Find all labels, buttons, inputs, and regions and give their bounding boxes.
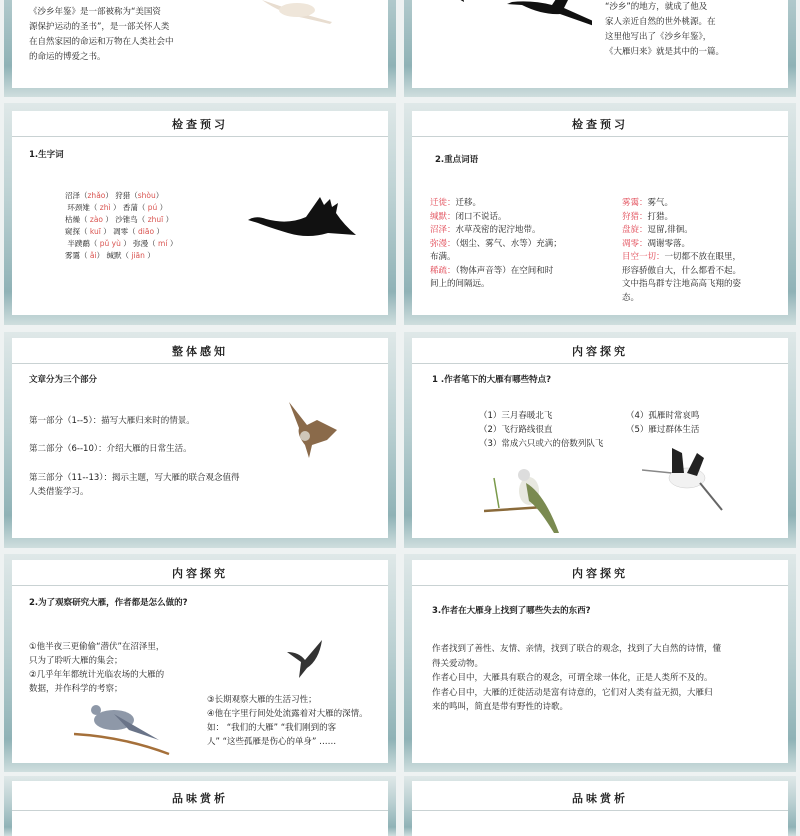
slide-body: [412, 0, 788, 88]
section-heading: 2.重点词语: [435, 155, 479, 165]
slide-body: [412, 111, 788, 315]
definitions-left: 迁徙：迁移。 缄默：闭口不说话。 沼泽：水草茂密的泥泞地带。 弥漫：（烟尘、雾气、水等）充满； 布满。 稀疏：（物体声音等）在空间和时 间上的间隔远。: [430, 198, 562, 289]
goose-silhouette-image: [248, 195, 358, 245]
bird-on-branch-image: [484, 463, 574, 533]
text-line: “沙乡”的地方，就成了他及: [605, 2, 708, 12]
text-line: 《大雁归来》就是其中的一篇。: [605, 47, 725, 57]
answer-text: 作者找到了善性、友情、亲情，找到了联合的观念，找到了大自然的诗情，懂 得关爱动物。 作者心目中，大雁具有联合的观念，可谓全球一体化，正是人类所不及的。 作者心目中，大雁的迁徙活动是富有诗意的，它们对人类有益无损，大雁归 来的鸣叫，简直是带有野性的诗歌。: [432, 644, 722, 712]
slide-body: [12, 560, 388, 763]
section-heading: 文章分为三个部分: [29, 375, 98, 385]
slide-body: [412, 338, 788, 538]
slide-thumbnail-1[interactable]: [4, 0, 396, 97]
slide-title: 内容探究: [412, 338, 788, 364]
slide-body: [412, 560, 788, 763]
slide-text: [29, 5, 174, 65]
crane-image: [642, 448, 727, 523]
definitions-right: 雾霭：雾气。 狩猎：打猎。 盘旋：逗留,徘徊。 凋零：凋谢零落。 目空一切：一切都不放在眼里， 形容骄傲自大，什么都看不起。 文中指鸟群专注地高高飞翔的姿 态。: [622, 198, 742, 303]
features-col-1: （1）三月春暖北飞 （2）飞行路线很直 （3）常成六只或六的倍数列队飞: [479, 411, 604, 449]
methods-left: ①他半夜三更偷偷“潜伏”在沼泽里， 只为了聆听大雁的集会； ②几乎年年都统计光临农场的大雁的 数据，并作科学的考察；: [29, 642, 165, 694]
slide-thumbnail-6[interactable]: [404, 332, 796, 548]
slide-thumbnail-8[interactable]: [404, 554, 796, 772]
text-line: 《沙乡年鉴》是一部被称为“美国资: [29, 7, 161, 17]
text-line: 家人亲近自然的世外桃源。在: [605, 17, 716, 27]
slide-thumbnail-3[interactable]: [4, 103, 396, 325]
crane-silhouette-image: [452, 0, 592, 30]
flying-bird-image: [287, 640, 327, 680]
slide-body: [12, 0, 388, 88]
part-1: 第一部分（1--5）：描写大雁归来时的情景。: [29, 416, 195, 426]
part-3: 第三部分（11--13）：揭示主题，写大雁的联合观念值得 人类借鉴学习。: [29, 473, 240, 497]
text-line: 源保护运动的圣书”，是一部关怀人类: [29, 22, 170, 32]
slide-text: [605, 0, 724, 60]
slide-thumbnail-4[interactable]: [404, 103, 796, 325]
slide-title: 整体感知: [12, 338, 388, 364]
slide-thumbnail-9[interactable]: [4, 776, 396, 836]
vocabulary-list: 沼泽（zhǎo） 狩猎（shòu） 环颈雉（ zhì ） 香蒲（ pú ） 枯燥（ zào ） 沙锥鸟（ zhuī ） 窥探（ kuī ） 凋零（ diāo ） 半蹼鹬（ pǔ yù ） 弥漫（ mí ） 雾霭（ ǎi） 缄默（ jiān ）: [65, 191, 178, 260]
white-crane-image: [252, 0, 342, 30]
slide-title: 内容探究: [412, 560, 788, 586]
text-line: 的命运的博爱之书。: [29, 52, 106, 62]
slide-title: 品味赏析: [412, 785, 788, 811]
slide-body: [412, 781, 788, 836]
features-col-2: （4）孤雁时常哀鸣 （5）雁过群体生活: [626, 411, 700, 435]
text-line: 在自然家园的命运和万物在人类社会中: [29, 37, 174, 47]
slide-body: [12, 781, 388, 836]
pigeon-on-branch-image: [74, 702, 174, 762]
section-heading: 3.作者在大雁身上找到了哪些失去的东西?: [432, 606, 591, 616]
section-heading: 2.为了观察研究大雁，作者都是怎么做的?: [29, 598, 188, 608]
slide-thumbnail-5[interactable]: [4, 332, 396, 548]
text-line: 这里他写出了《沙乡年鉴》，: [605, 32, 712, 42]
slide-title: 品味赏析: [12, 785, 388, 811]
slide-thumbnail-2[interactable]: [404, 0, 796, 97]
slide-thumbnail-10[interactable]: [404, 776, 796, 836]
part-2: 第二部分（6--10）：介绍大雁的日常生活。: [29, 444, 192, 454]
slide-title: 内容探究: [12, 560, 388, 586]
slide-title: 检查预习: [412, 111, 788, 137]
slide-title: 检查预习: [12, 111, 388, 137]
slide-body: [12, 338, 388, 538]
hawk-image: [287, 400, 342, 460]
section-heading: 1.生字词: [29, 150, 64, 160]
slide-thumbnail-7[interactable]: [4, 554, 396, 772]
slide-body: [12, 111, 388, 315]
section-heading: 1 .作者笔下的大雁有哪些特点?: [432, 375, 552, 385]
methods-right: ③长期观察大雁的生活习性； ④他在字里行间处处流露着对大雁的深情。 如： “我们的大雁” “我们刚到的客 人” “这些孤雁是伤心的单身” ……: [207, 695, 368, 747]
